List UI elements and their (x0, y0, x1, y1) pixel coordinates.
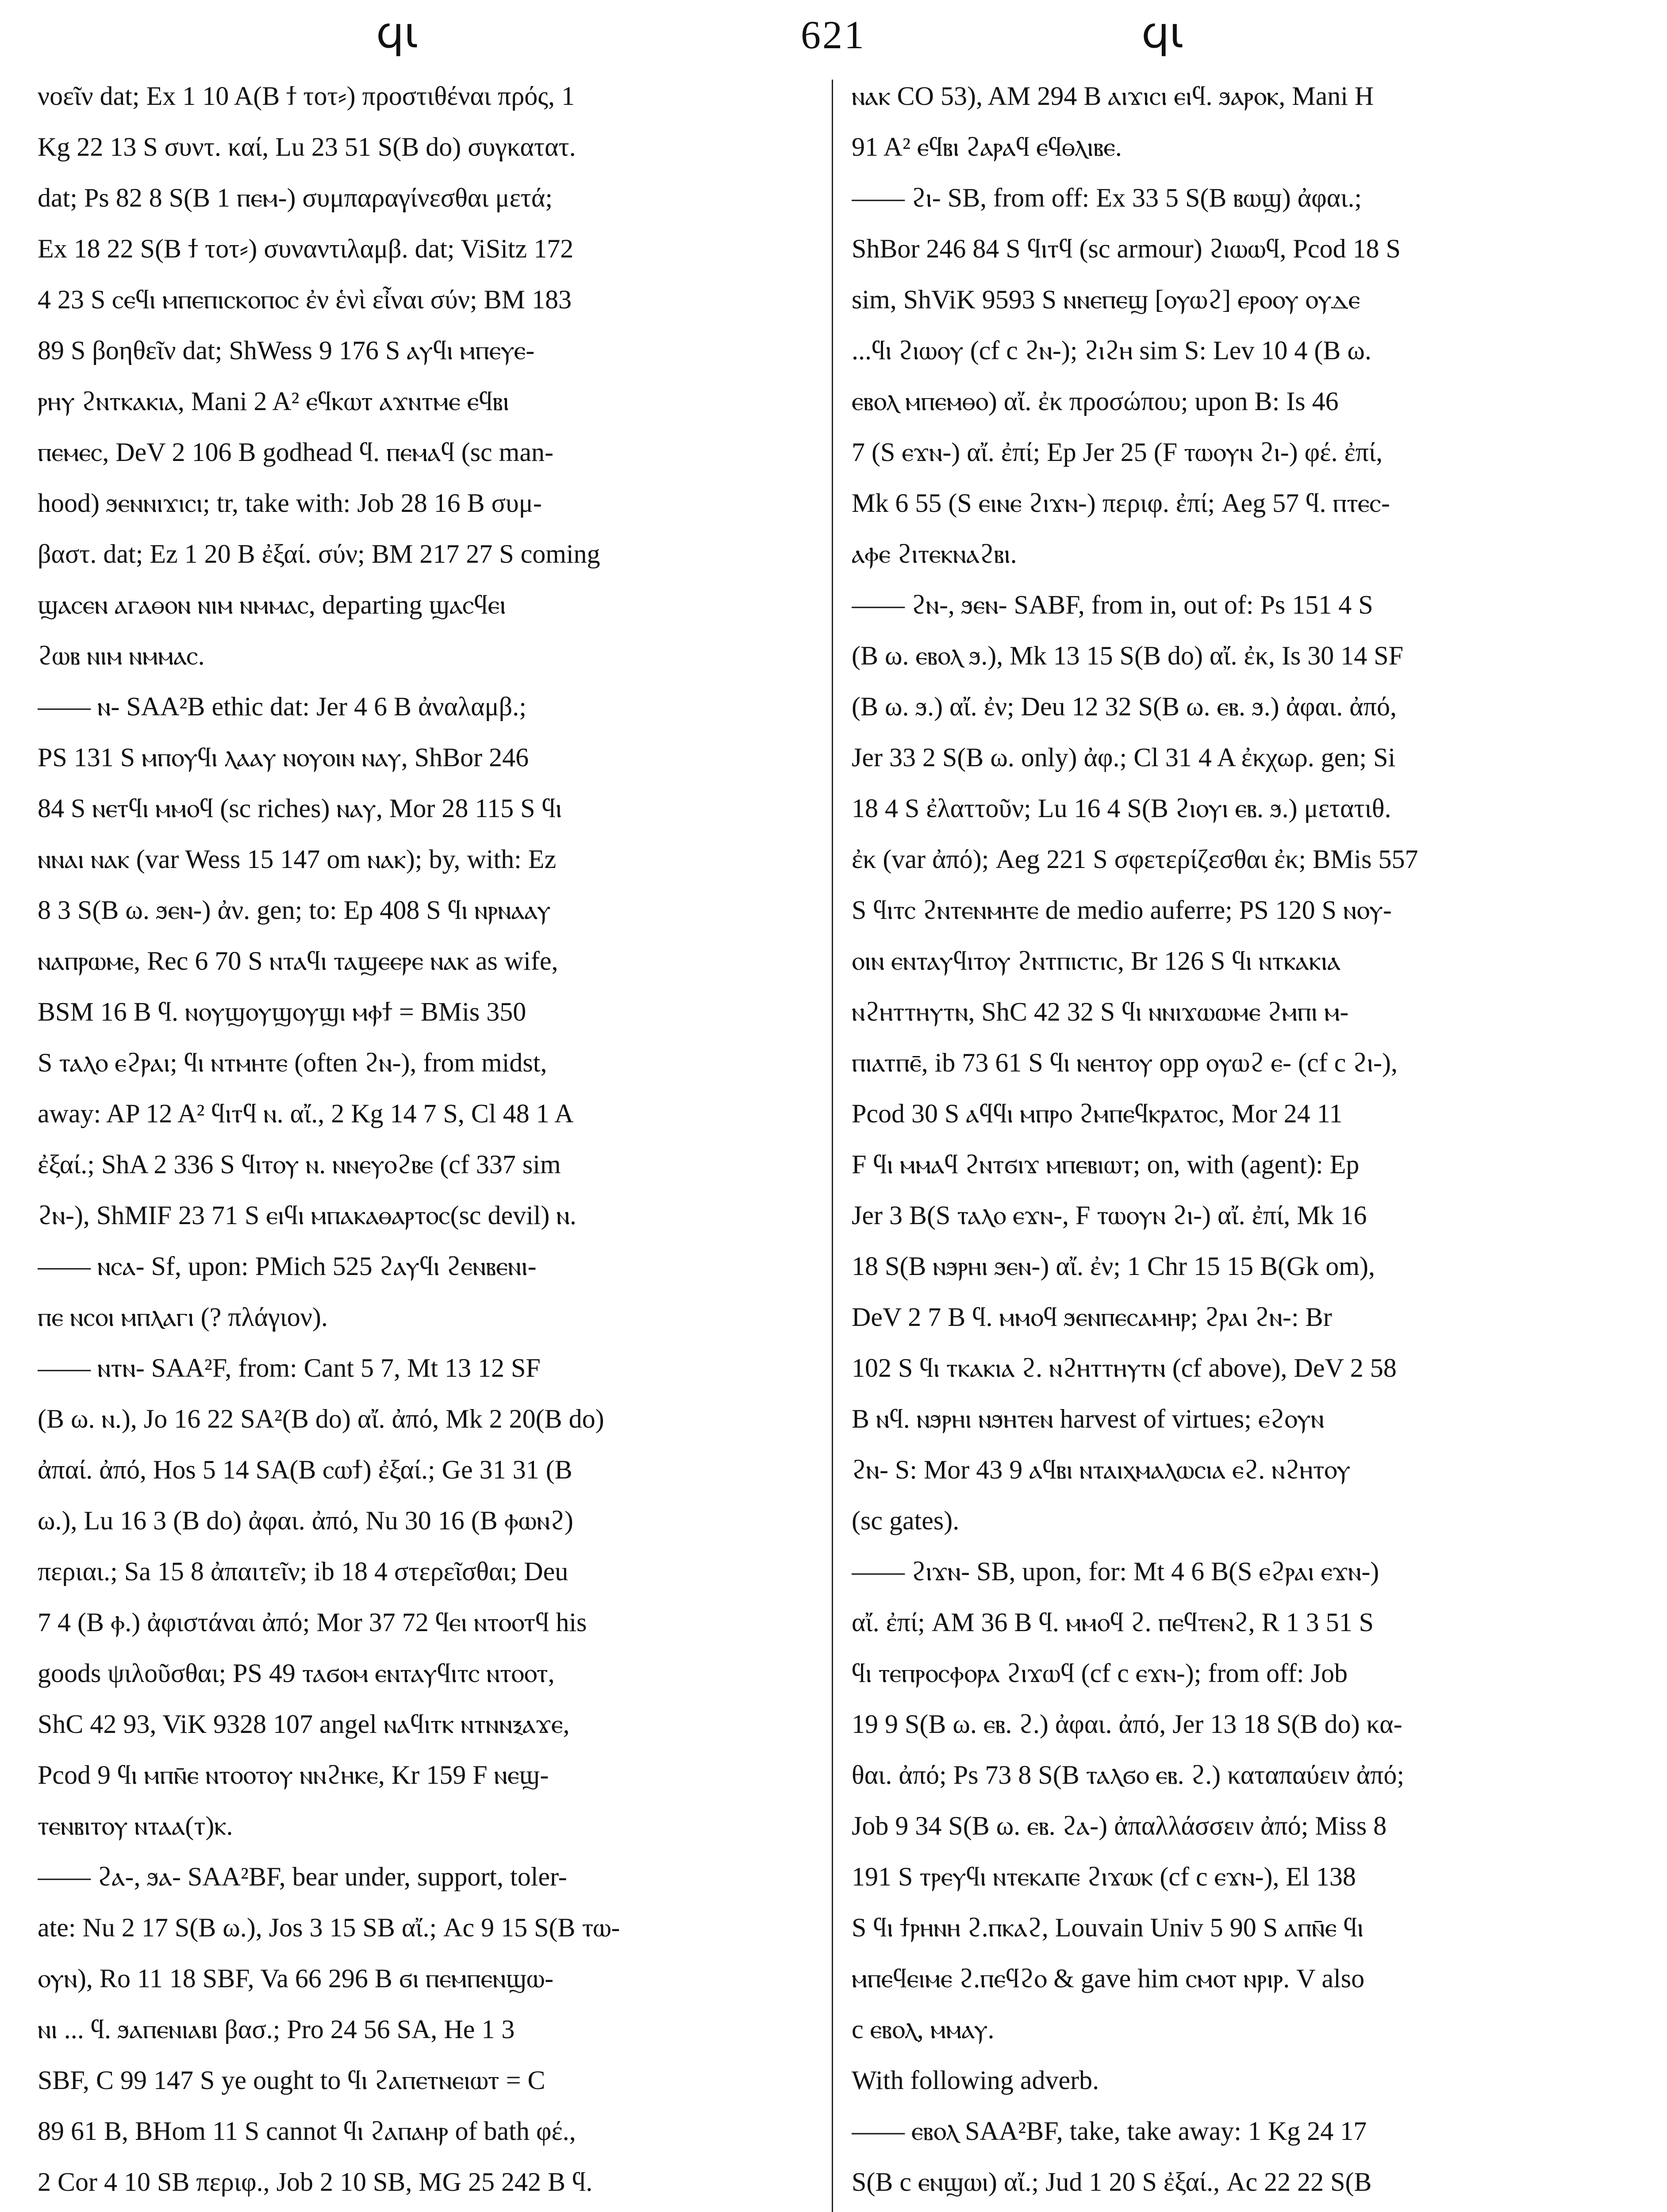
text-line (38, 2208, 841, 2212)
text-line: αἴ. ἐπί; AM 36 B ϥ. ⲙⲙⲟϥ ϩ. ⲡⲉϥⲧⲉⲛϩ, R 1 3 51 S (852, 1608, 1374, 1637)
text-line: dat; Ps 82 8 S(B 1 ⲡⲉⲙ-) συμπαραγίνεσθαι μετά; (38, 183, 553, 212)
text-line: Kg 22 13 S συντ. καί, Lu 23 51 S(B do) συγκατατ. (38, 132, 576, 161)
text-line: ϣⲁⲥⲉⲛ ⲁⲅⲁⲑⲟⲛ ⲛⲓⲙ ⲛⲙⲙⲁⲥ, departing ϣⲁⲥϥⲉⲓ (38, 590, 506, 619)
text-line: 4 23 S ⲥⲉϥⲓ ⲙⲡⲉⲡⲓⲥⲕⲟⲡⲟⲥ ἐν ἑνὶ εἶναι σύν; BM 183 (38, 285, 572, 314)
text-line: Pcod 30 S ⲁϥϥⲓ ⲙⲡⲣⲟ ϩⲙⲡⲉϥⲕⲣⲁⲧⲟⲥ, Mor 24 11 (852, 1099, 1343, 1128)
text-line: ShBor 246 84 S ϥⲓⲧϥ (sc armour) ϩⲓⲱⲱϥ, Pcod 18 S (852, 234, 1401, 263)
text-line: goods ψιλοῦσθαι; PS 49 ⲧⲁϭⲟⲙ ⲉⲛⲧⲁⲩϥⲓⲧⲥ ⲛⲧⲟⲟⲧ, (38, 1659, 555, 1688)
text-line: S ϥⲓ ϯⲣⲏⲛⲏ ϩ.ⲡⲕⲁϩ, Louvain Univ 5 90 S ⲁⲡⲛ̄ⲉ ϥⲓ (852, 1913, 1364, 1942)
text-line: ⲛⲓ ... ϥ. ϧⲁⲡⲉⲛⲓⲁⲃⲓ βασ.; Pro 24 56 SA, He 1 3 (38, 2015, 515, 2044)
text-line: ⲣⲏⲩ ϩⲛⲧⲕⲁⲕⲓⲁ, Mani 2 A² ⲉϥⲕⲱⲧ ⲁϫⲛⲧⲙⲉ ⲉϥⲃⲓ (38, 387, 509, 416)
text-line: (B ω. ⲉⲃⲟⲗ ϧ.), Mk 13 15 S(B do) αἴ. ἐκ, Is 30 14 SF (852, 641, 1404, 670)
text-line: —— ⲛⲥⲁ- Sf, upon: PMich 525 ϩⲁⲩϥⲓ ϩⲉⲛⲃⲉⲛⲓ- (38, 1252, 537, 1281)
text-line: —— ϩⲓ- SB, from off: Ex 33 5 S(B ⲃⲱϣ) ἀφαι.; (852, 183, 1362, 212)
text-line: (sc gates). (852, 1506, 960, 1535)
text-line: ⲙⲡⲉϥⲉⲓⲙⲉ ϩ.ⲡⲉϥϩⲟ & gave him ⲥⲙⲟⲧ ⲛⲣⲓⲣ. V also (852, 1964, 1365, 1993)
text-line: ⲛⲁⲕ CO 53), AM 294 B ⲁⲓϫⲓⲥⲓ ⲉⲓϥ. ϧⲁⲣⲟⲕ, Mani H (852, 81, 1374, 111)
text-line: ⲛⲁⲡⲣⲱⲙⲉ, Rec 6 70 S ⲛⲧⲁϥⲓ ⲧⲁϣⲉⲉⲣⲉ ⲛⲁⲕ as wife, (38, 946, 558, 975)
text-line: 89 S βοηθεῖν dat; ShWess 9 176 S ⲁⲩϥⲓ ⲙⲡⲉⲩⲉ- (38, 336, 535, 365)
page-number: 621 (801, 13, 866, 57)
text-line: 8 3 S(B ω. ϧⲉⲛ-) ἀν. gen; to: Ep 408 S ϥⲓ ⲛⲣⲛⲁⲁⲩ (38, 895, 551, 925)
text-line: ⲛⲛⲁⲓ ⲛⲁⲕ (var Wess 15 147 om ⲛⲁⲕ); by, with: Ez (38, 845, 557, 874)
text-line: S ϥⲓⲧⲥ ϩⲛⲧⲉⲛⲙⲏⲧⲉ de medio auferre; PS 120 S ⲛⲟⲩ- (852, 895, 1392, 925)
text-line: Job 9 34 S(B ω. ⲉⲃ. ϩⲁ-) ἀπαλλάσσειν ἀπό; Miss 8 (852, 1811, 1387, 1840)
text-line: 7 4 (B ⲫ.) ἀφιστάναι ἀπό; Mor 37 72 ϥⲉⲓ ⲛⲧⲟⲟⲧϥ his (38, 1608, 587, 1637)
text-line: B ⲛϥ. ⲛϧⲣⲏⲓ ⲛϧⲏⲧⲉⲛ harvest of virtues; ⲉϩⲟⲩⲛ (852, 1404, 1325, 1433)
text-line: 18 4 S ἐλαττοῦν; Lu 16 4 S(B ϩⲓⲟⲩⲓ ⲉⲃ. ϧ.) μετατιθ. (852, 794, 1391, 823)
text-line: S ⲧⲁⲗⲟ ⲉϩⲣⲁⲓ; ϥⲓ ⲛⲧⲙⲏⲧⲉ (often ϩⲛ-), from midst, (38, 1048, 547, 1077)
text-line: ἀπαί. ἀπό, Hos 5 14 SA(B ⲥⲱϯ) ἐξαί.; Ge 31 31 (B (38, 1455, 572, 1484)
text-line: βαστ. dat; Ez 1 20 B ἐξαί. σύν; BM 217 27 S coming (38, 539, 600, 568)
text-line: ϥⲓ ⲧⲉⲡⲣⲟⲥⲫⲟⲣⲁ ϩⲓϫⲱϥ (cf c ⲉϫⲛ-); from off: Job (852, 1659, 1348, 1688)
text-line: ϩⲱⲃ ⲛⲓⲙ ⲛⲙⲙⲁⲥ. (38, 641, 205, 670)
text-line: SBF, C 99 147 S ye ought to ϥⲓ ϩⲁⲡⲉⲧⲛⲉⲓⲱⲧ = C (38, 2066, 545, 2095)
text-line: 18 S(B ⲛϧⲣⲏⲓ ϧⲉⲛ-) αἴ. ἐν; 1 Chr 15 15 B(Gk om), (852, 1252, 1375, 1281)
text-line: ϩⲛ- S: Mor 43 9 ⲁϥⲃⲓ ⲛⲧⲁⲓⲭⲙⲁⲗⲱⲥⲓⲁ ⲉϩ. ⲛϩⲏⲧⲟⲩ (852, 1455, 1351, 1484)
text-line: 84 S ⲛⲉⲧϥⲓ ⲙⲙⲟϥ (sc riches) ⲛⲁⲩ, Mor 28 115 S ϥⲓ (38, 794, 562, 823)
text-line: Pcod 9 ϥⲓ ⲙⲡⲛ̄ⲉ ⲛⲧⲟⲟⲧⲟⲩ ⲛⲛϩⲏⲕⲉ, Kr 159 F ⲛⲉϣ- (38, 1760, 549, 1790)
right-headword: ϥι (1141, 8, 1184, 58)
text-line: ⲉⲃⲟⲗ ⲙⲡⲉⲙⲑⲟ) αἴ. ἐκ προσώπου; upon B: Is 46 (852, 387, 1339, 416)
text-line: —— ⲉⲃⲟⲗ SAA²BF, take, take away: 1 Kg 24 17 (852, 2116, 1367, 2146)
text-line: Mk 6 55 (S ⲉⲓⲛⲉ ϩⲓϫⲛ-) περιφ. ἐπί; Aeg 57 ϥ. ⲡⲧⲉⲥ- (852, 488, 1390, 518)
text-line: —— ϩⲁ-, ϧⲁ- SAA²BF, bear under, support, toler- (38, 1862, 567, 1891)
text-line: ShC 42 93, ViK 9328 107 angel ⲛⲁϥⲓⲧⲕ ⲛⲧⲛⲛⲝⲁϫⲉ, (38, 1709, 570, 1739)
text-line: νοεῖν dat; Ex 1 10 A(B ϯ τοτ⸗) προστιθέναι πρός, 1 (38, 81, 575, 111)
text-line: 102 S ϥⲓ ⲧⲕⲁⲕⲓⲁ ϩ. ⲛϩⲏⲧⲧⲏⲩⲧⲛ (cf above), DeV 2 58 (852, 1353, 1397, 1382)
text-line: (B ω. ϧ.) αἴ. ἐν; Deu 12 32 S(B ω. ⲉⲃ. ϧ.) ἀφαι. ἀπό, (852, 692, 1397, 721)
left-column (38, 71, 841, 2212)
text-line: away: AP 12 A² ϥⲓⲧϥ ⲛ. αἴ., 2 Kg 14 7 S, Cl 48 1 A (38, 1099, 574, 1128)
running-head (0, 8, 1667, 79)
text-line: ἐκ (var ἀπό); Aeg 221 S σφετερίζεσθαι ἐκ; BMis 557 (852, 845, 1418, 874)
text-line: hood) ϧⲉⲛⲛⲓϫⲓⲥⲓ; tr, take with: Job 28 16 B συμ- (38, 488, 542, 518)
text-line: θαι. ἀπό; Ps 73 8 S(B ⲧⲁⲗϭⲟ ⲉⲃ. ϩ.) καταπαύειν ἀπό; (852, 1760, 1405, 1790)
right-column (852, 71, 1655, 2212)
text-line: Ex 18 22 S(B ϯ τοτ⸗) συναντιλαμβ. dat; ViSitz 172 (38, 234, 574, 263)
text-line: S(B c ⲉⲛϣⲱⲓ) αἴ.; Jud 1 20 S ἐξαί., Ac 22 22 S(B (852, 2167, 1372, 2197)
text-line: ⲟⲩⲛ), Ro 11 18 SBF, Va 66 296 B ϭⲓ ⲡⲉⲙⲡⲉⲛϣⲱ- (38, 1964, 554, 1993)
column-divider (832, 80, 833, 2212)
text-line: —— ϩⲛ-, ϧⲉⲛ- SABF, from in, out of: Ps 151 4 S (852, 590, 1373, 619)
text-line: PS 131 S ⲙⲡⲟⲩϥⲓ ⲗⲁⲁⲩ ⲛⲟⲩⲟⲓⲛ ⲛⲁⲩ, ShBor 246 (38, 743, 529, 772)
text-line: ἐξαί.; ShA 2 336 S ϥⲓⲧⲟⲩ ⲛ. ⲛⲛⲉⲩⲟϩⲃⲉ (cf 337 sim (38, 1150, 561, 1179)
text-line: 89 61 B, BHom 11 S cannot ϥⲓ ϩⲁⲡⲁⲏⲣ of bath φέ., (38, 2116, 576, 2146)
text-line: 7 (S ⲉϫⲛ-) αἴ. ἐπί; Ep Jer 25 (F ⲧⲱⲟⲩⲛ ϩⲓ-) φέ. ἐπί, (852, 438, 1383, 467)
text-line: ⲁⲫⲉ ϩⲓⲧⲉⲕⲛⲁϩⲃⲓ. (852, 539, 1017, 568)
text-line: With following adverb. (852, 2066, 1099, 2095)
text-line: Jer 33 2 S(B ω. only) ἀφ.; Cl 31 4 A ἐκχωρ. gen; Si (852, 743, 1396, 772)
text-line: sim, ShViK 9593 S ⲛⲛⲉⲡⲉϣ [ⲟⲩⲱϩ] ⲉⲣⲟⲟⲩ ⲟⲩⲇⲉ (852, 285, 1360, 314)
left-headword: ϥι (376, 8, 419, 58)
text-line: ⲡⲓⲁⲧⲡⲉ̄, ib 73 61 S ϥⲓ ⲛⲉⲏⲧⲟⲩ opp ⲟⲩⲱϩ ⲉ- (cf c ϩⲓ-), (852, 1048, 1398, 1077)
text-line: περιαι.; Sa 15 8 ἀπαιτεῖν; ib 18 4 στερεῖσθαι; Deu (38, 1557, 568, 1586)
text-line: 19 9 S(B ω. ⲉⲃ. ϩ.) ἀφαι. ἀπό, Jer 13 18 S(B do) κα- (852, 1709, 1402, 1739)
text-line: 2 Cor 4 10 SB περιφ., Job 2 10 SB, MG 25 242 B ϥ. (38, 2167, 593, 2197)
text-line: —— ⲛⲧⲛ- SAA²F, from: Cant 5 7, Mt 13 12 SF (38, 1353, 541, 1382)
text-line: ⲛϩⲏⲧⲧⲏⲩⲧⲛ, ShC 42 32 S ϥⲓ ⲛⲛⲓϫⲱⲱⲙⲉ ϩⲙⲡⲓ ⲙ- (852, 997, 1349, 1026)
text-line (852, 2208, 1655, 2212)
text-line: —— ⲛ- SAA²B ethic dat: Jer 4 6 B ἀναλαμβ.; (38, 692, 526, 721)
text-line: ⲡⲉ ⲛⲥⲟⲓ ⲙⲡⲗⲁⲅⲓ (? πλάγιον). (38, 1302, 328, 1332)
text-line: —— ϩⲓϫⲛ- SB, upon, for: Mt 4 6 B(S ⲉϩⲣⲁⲓ ⲉϫⲛ-) (852, 1557, 1379, 1586)
text-line: (B ω. ⲛ.), Jo 16 22 SA²(B do) αἴ. ἀπό, Mk 2 20(B do) (38, 1404, 604, 1433)
text-line: Jer 3 B(S ⲧⲁⲗⲟ ⲉϫⲛ-, F ⲧⲱⲟⲩⲛ ϩⲓ-) αἴ. ἐπί, Mk 16 (852, 1201, 1367, 1230)
text-line: ⲧⲉⲛⲃⲓⲧⲟⲩ ⲛⲧⲁⲁ(ⲧ)ⲕ. (38, 1811, 233, 1840)
text-line: ϩⲛ-), ShMIF 23 71 S ⲉⲓϥⲓ ⲙⲡⲁⲕⲁⲑⲁⲣⲧⲟⲥ(sc devil) ⲛ. (38, 1201, 576, 1230)
text-line: ate: Nu 2 17 S(B ω.), Jos 3 15 SB αἴ.; Ac 9 15 S(B ⲧⲱ- (38, 1913, 620, 1942)
text-line: c ⲉⲃⲟⲗ, ⲙⲙⲁⲩ. (852, 2015, 995, 2044)
text-line: ⲡⲉⲙⲉⲥ, DeV 2 106 B godhead ϥ. ⲡⲉⲙⲁϥ (sc man- (38, 438, 553, 467)
text-line: DeV 2 7 B ϥ. ⲙⲙⲟϥ ϧⲉⲛⲡⲉⲥⲁⲙⲏⲣ; ϩⲣⲁⲓ ϩⲛ-: Br (852, 1302, 1332, 1332)
text-line: ω.), Lu 16 3 (B do) ἀφαι. ἀπό, Nu 30 16 (B ⲫⲱⲛϩ) (38, 1506, 573, 1535)
text-line: 191 S ⲧⲣⲉⲩϥⲓ ⲛⲧⲉⲕⲁⲡⲉ ϩⲓϫⲱⲕ (cf c ⲉϫⲛ-), El 138 (852, 1862, 1356, 1891)
text-line: BSM 16 B ϥ. ⲛⲟⲩϣⲟⲩϣⲟⲩϣⲓ ⲙⲫϯ = BMis 350 (38, 997, 526, 1026)
text-line: ⲟⲓⲛ ⲉⲛⲧⲁⲩϥⲓⲧⲟⲩ ϩⲛⲧⲡⲓⲥⲧⲓⲥ, Br 126 S ϥⲓ ⲛⲧⲕⲁⲕⲓⲁ (852, 946, 1341, 975)
text-line: ...ϥⲓ ϩⲓⲱⲟⲩ (cf c ϩⲛ-); ϩⲓϩⲏ sim S: Lev 10 4 (B ω. (852, 336, 1371, 365)
text-line: F ϥⲓ ⲙⲙⲁϥ ϩⲛⲧϭⲓϫ ⲙⲡⲉⲃⲓⲱⲧ; on, with (agent): Ep (852, 1150, 1360, 1179)
text-line: 91 A² ⲉϥⲃⲓ ϩⲁⲣⲁϥ ⲉϥⲑⲗⲓⲃⲉ. (852, 132, 1122, 161)
